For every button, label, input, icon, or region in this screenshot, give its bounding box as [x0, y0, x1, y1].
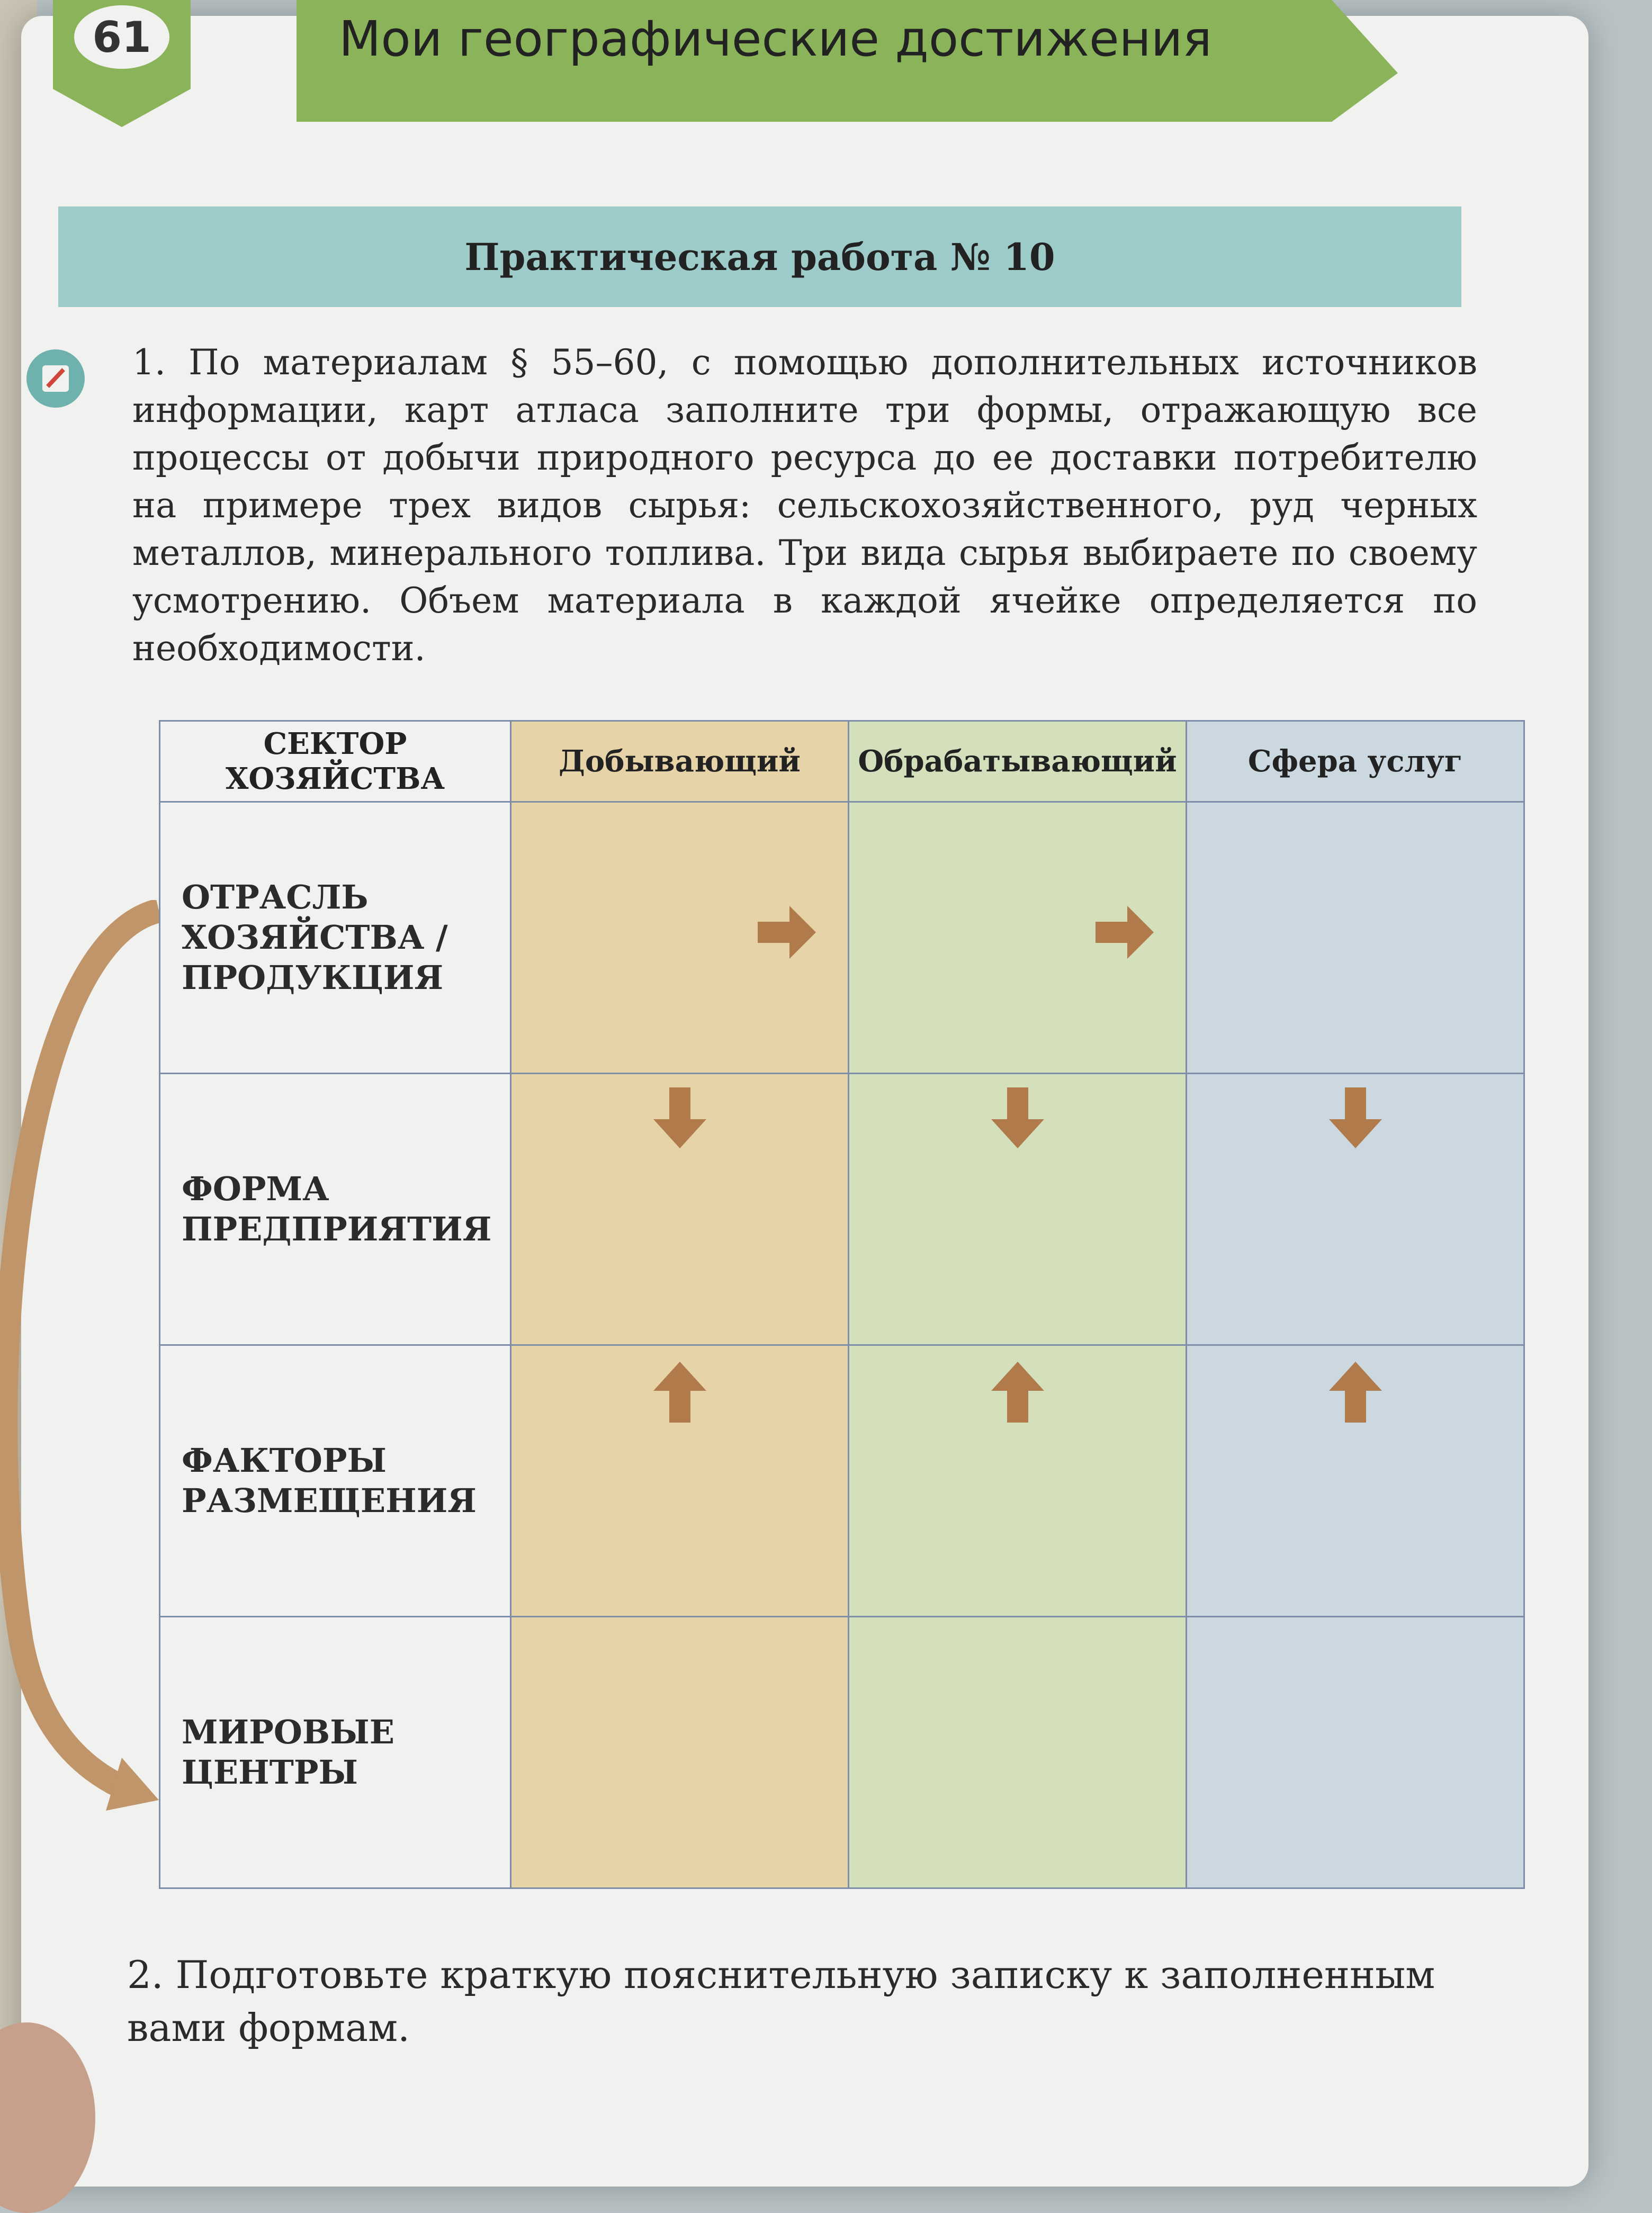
arrow-down-icon [986, 1087, 1049, 1151]
task-1-text: 1. По материалам § 55–60, с помощью дополнительных источников информации, карт атласа заполните три формы, отражающую все процессы от добычи природного ресурса до ее доставки потребителю на примере трех видов сырья: сельскохозяйственного, руд черных металлов, минерального топлива. Три вида сырья выбираете по своему усмотрению. Объем материала в каждой ячейке определяется по необходимости. [132, 342, 1477, 669]
column-header-label: Сфера услуг [1247, 744, 1463, 779]
curved-arrow-icon [0, 900, 169, 1853]
arrow-down-icon [1324, 1087, 1387, 1151]
column-header-processing [849, 721, 1187, 802]
table-cell[interactable] [511, 802, 849, 1074]
page-number: 61 [74, 5, 169, 69]
table-cell[interactable] [849, 802, 1187, 1074]
task-2-text: 2. Подготовьте краткую пояснительную записку к заполненным вами формам. [127, 1953, 1435, 2050]
table-cell[interactable] [849, 1617, 1187, 1888]
arrow-up-icon [986, 1359, 1049, 1423]
corner-header-label: СЕКТОР ХОЗЯЙСТВА [225, 726, 445, 796]
column-header-mining [511, 721, 849, 802]
arrow-right-icon [758, 901, 821, 964]
row-label-enterprise-form: ФОРМА ПРЕДПРИЯТИЯ [160, 1074, 511, 1345]
table-cell[interactable] [511, 1345, 849, 1617]
pencil-icon-glyph [37, 360, 74, 397]
row-label-world-centers: МИРОВЫЕ ЦЕНТРЫ [160, 1617, 511, 1888]
chapter-title: Мои географические достижения [339, 11, 1212, 67]
row-label-industry: ОТРАСЛЬ ХОЗЯЙСТВА / ПРОДУКЦИЯ [160, 802, 511, 1074]
practical-work-title: Практическая работа № 10 [464, 235, 1055, 279]
economy-sector-table [159, 720, 1525, 1889]
table-cell[interactable] [1187, 1617, 1524, 1888]
column-header-services [1187, 721, 1524, 802]
pencil-icon [26, 349, 85, 408]
arrow-right-icon [1096, 901, 1159, 964]
table-row [160, 1617, 1524, 1888]
table-cell[interactable] [849, 1345, 1187, 1617]
column-header-label: Обрабатывающий [858, 744, 1177, 779]
table-cell[interactable] [511, 1617, 849, 1888]
arrow-up-icon [1324, 1359, 1387, 1423]
table-cell[interactable] [849, 1074, 1187, 1345]
row-label-location-factors: ФАКТОРЫ РАЗМЕЩЕНИЯ [160, 1345, 511, 1617]
table-cell[interactable] [1187, 802, 1524, 1074]
arrow-up-icon [648, 1359, 712, 1423]
corner-header-cell [160, 721, 511, 802]
column-header-label: Добывающий [559, 744, 801, 779]
table-cell[interactable] [1187, 1345, 1524, 1617]
table-row [160, 1074, 1524, 1345]
table-cell[interactable] [1187, 1074, 1524, 1345]
table-cell[interactable] [511, 1074, 849, 1345]
arrow-down-icon [648, 1087, 712, 1151]
table-row [160, 802, 1524, 1074]
practical-work-bar [58, 206, 1461, 307]
table-row [160, 1345, 1524, 1617]
table-header-row [160, 721, 1524, 802]
